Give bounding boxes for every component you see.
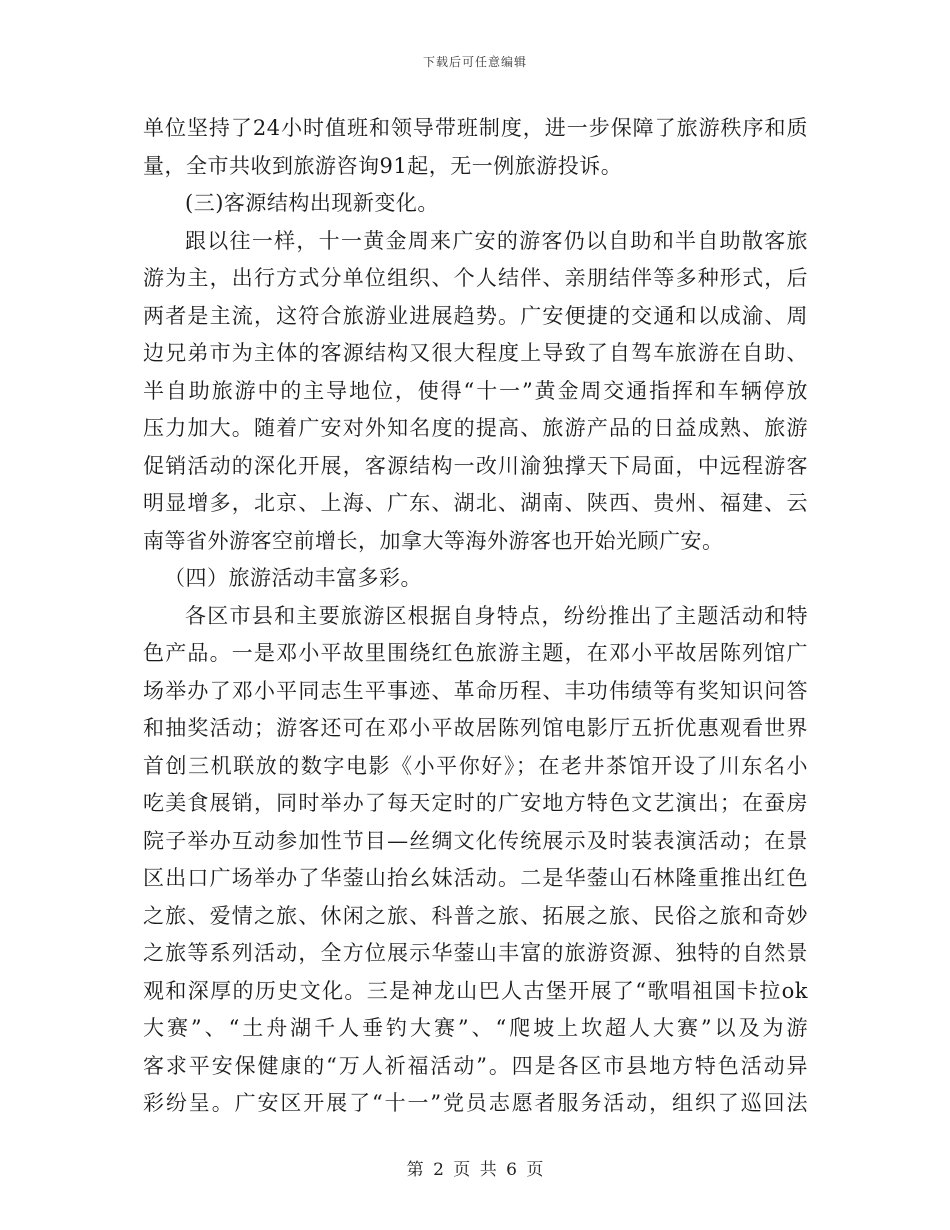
body-text-line: 场举办了邓小平同志生平事迹、革命历程、丰功伟绩等有奖知识问答: [143, 678, 808, 703]
body-text-line: (三)客源结构出现新变化。: [185, 191, 439, 215]
body-text-line: 彩纷呈。广安区开展了“十一”党员志愿者服务活动，组织了巡回法: [143, 1091, 808, 1115]
body-text-line: 之旅、爱情之旅、休闲之旅、科普之旅、拓展之旅、民俗之旅和奇妙: [143, 903, 808, 928]
body-text-line: 游为主，出行方式分单位组织、个人结伴、亲朋结伴等多种形式，后: [143, 266, 808, 290]
page-header: 下载后可任意编辑: [422, 55, 527, 69]
body-text-line: 色产品。一是邓小平故里围绕红色旅游主题，在邓小平故居陈列馆广: [143, 641, 808, 665]
body-text-line: 吃美食展销，同时举办了每天定时的广安地方特色文艺演出；在蚕房: [143, 791, 808, 815]
body-text-line: 单位坚持了24小时值班和领导带班制度，进一步保障了旅游秩序和质: [143, 116, 808, 140]
page-number: 第 2 页 共 6 页: [406, 1160, 544, 1180]
body-text-line: 两者是主流，这符合旅游业进展趋势。广安便捷的交通和以成渝、周: [143, 303, 808, 328]
body-text-line: 客求平安保健康的“万人祈福活动”。四是各区市县地方特色活动异: [143, 1053, 808, 1078]
body-text-line: 压力加大。随着广安对外知名度的提高、旅游产品的日益成熟、旅游: [143, 416, 808, 440]
document-body: [143, 110, 808, 1123]
body-text-line: 南等省外游客空前增长，加拿大等海外游客也开始光顾广安。: [143, 528, 724, 553]
body-text-line: 明显增多，北京、上海、广东、湖北、湖南、陕西、贵州、福建、云: [143, 491, 808, 515]
body-text-line: 大赛”、“土舟湖千人垂钓大赛”、“爬坡上坎超人大赛”以及为游: [143, 1016, 808, 1040]
body-text-line: 跟以往一样，十一黄金周来广安的游客仍以自助和半自助散客旅: [185, 228, 808, 253]
body-text-line: 促销活动的深化开展，客源结构一改川渝独撑天下局面，中远程游客: [143, 453, 808, 478]
body-text-line: 边兄弟市为主体的客源结构又很大程度上导致了自驾车旅游在自助、: [143, 341, 808, 365]
body-text-line: 区出口广场举办了华蓥山抬幺妹活动。二是华蓥山石林隆重推出红色: [143, 866, 808, 890]
body-text-line: 观和深厚的历史文化。三是神龙山巴人古堡开展了“歌唱祖国卡拉ok: [143, 978, 808, 1003]
body-text-line: 半自助旅游中的主导地位，使得“十一”黄金周交通指挥和车辆停放: [143, 378, 808, 403]
body-text-line: 院子举办互动参加性节目—丝绸文化传统展示及时装表演活动；在景: [143, 828, 808, 853]
body-text-line: 各区市县和主要旅游区根据自身特点，纷纷推出了主题活动和特: [185, 603, 808, 628]
body-text-line: 首创三机联放的数字电影《小平你好》；在老井茶馆开设了川东名小: [143, 753, 808, 778]
body-text-line: 之旅等系列活动，全方位展示华蓥山丰富的旅游资源、独特的自然景: [143, 941, 808, 965]
body-text-line: 量，全市共收到旅游咨询91起，无一例旅游投诉。: [143, 153, 623, 178]
body-text-line: （四）旅游活动丰富多彩。: [164, 566, 422, 590]
body-text-line: 和抽奖活动；游客还可在邓小平故居陈列馆电影厅五折优惠观看世界: [143, 716, 808, 740]
